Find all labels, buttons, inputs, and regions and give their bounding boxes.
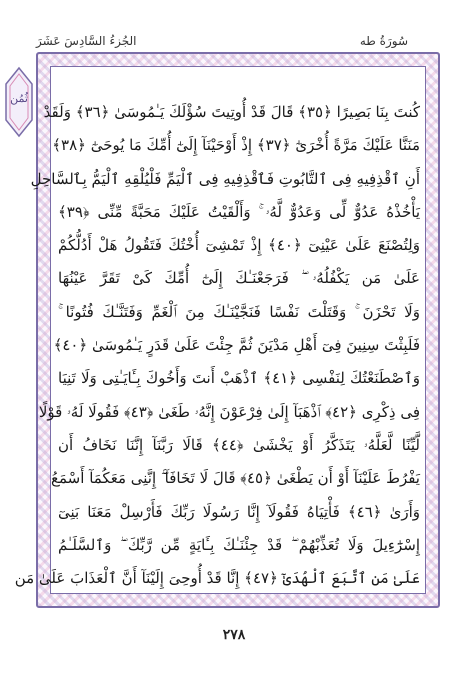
text-line: يَفْرُطَ عَلَيْنَآ أَوْ أَن يَطْغَىٰ ﴿٤٥﴾ قَالَ لَا تَخَافَآ ۖ إِنَّنِى مَعَكُمَآ أَسْمَعُ <box>51 469 420 488</box>
text-line: كُنتَ بِنَا بَصِيرًا ﴿٣٥﴾ قَالَ قَدْ أُوتِيتَ سُؤْلَكَ يَـٰمُوسَىٰ ﴿٣٦﴾ وَلَقَدْ <box>43 103 420 121</box>
header-juz: الجُزءُ السَّادِسَ عَشَرَ <box>36 34 137 48</box>
text-line: فَلَبِثْتَ سِنِينَ فِىٓ أَهْلِ مَدْيَنَ ثُمَّ جِئْتَ عَلَىٰ قَدَرٍ يَـٰمُوسَىٰ ﴿٤٠﴾ <box>53 336 420 355</box>
page-number: ٢٧٨ <box>222 627 246 643</box>
text-line: فِى ذِكْرِى ﴿٤٢﴾ ٱذْهَبَآ إِلَىٰ فِرْعَوْنَ إِنَّهُۥ طَغَىٰ ﴿٤٣﴾ فَقُولَا لَهُۥ قَوْلًا <box>38 402 420 421</box>
text-line: إِسْرَٰٓءِيلَ وَلَا تُعَذِّبْهُمْ ۖ قَدْ جِئْنَـٰكَ بِـَٔايَةٍ مِّن رَّبِّكَ ۖ وَٱلسَّلَـٰمُ <box>58 535 420 554</box>
text-line: أَنِ ٱقْذِفِيهِ فِى ٱلتَّابُوتِ فَٱقْذِفِيهِ فِى ٱلْيَمِّ فَلْيُلْقِهِ ٱلْيَمُّ بِٱلسَّاحِلِ <box>30 169 420 188</box>
hizb-marker-label: ثُمُن <box>10 92 28 105</box>
text-line: عَلَىٰ مَن يَكْفُلُهُۥ ۖ فَرَجَعْنَـٰكَ إِلَىٰٓ أُمِّكَ كَىْ تَقَرَّ عَيْنُهَا <box>58 269 420 288</box>
text-line: وَلِتُصْنَعَ عَلَىٰ عَيْنِىٓ ﴿٤٠﴾ إِذْ تَمْشِىٓ أُخْتُكَ فَتَقُولُ هَلْ أَدُلُّكُمْ <box>58 236 420 255</box>
text-line: مَنَنَّا عَلَيْكَ مَرَّةً أُخْرَىٰٓ ﴿٣٧﴾ إِذْ أَوْحَيْنَآ إِلَىٰٓ أُمِّكَ مَا يُوحَىٰٓ ﴿٣٨﴾ <box>52 136 420 155</box>
text-line: عَلَىٰ مَنِ ٱتَّبَعَ ٱلْهُدَىٰٓ ﴿٤٧﴾ إِنَّا قَدْ أُوحِىَ إِلَيْنَآ أَنَّ ٱلْعَذَابَ عَلَىٰ مَن <box>14 569 420 588</box>
text-line: وَأَرَىٰ ﴿٤٦﴾ فَأْتِيَاهُ فَقُولَآ إِنَّا رَسُولَا رَبِّكَ فَأَرْسِلْ مَعَنَا بَنِىٓ <box>58 502 420 521</box>
header-surah: سُورَةُ طه <box>359 34 408 48</box>
text-line: يَأْخُذْهُ عَدُوٌّ لِّى وَعَدُوٌّ لَّهُۥ ۚ وَأَلْقَيْتُ عَلَيْكَ مَحَبَّةً مِّنِّى ﴿٣٩﴾ <box>58 202 420 221</box>
text-line: وَٱصْطَنَعْتُكَ لِنَفْسِى ﴿٤١﴾ ٱذْهَبْ أَنتَ وَأَخُوكَ بِـَٔايَـٰتِى وَلَا تَنِيَا <box>58 369 420 388</box>
text-line: لَّيِّنًا لَّعَلَّهُۥ يَتَذَكَّرُ أَوْ يَخْشَىٰ ﴿٤٤﴾ قَالَا رَبَّنَآ إِنَّنَا نَخَافُ أَن <box>58 435 420 454</box>
text-line: وَلَا تَحْزَنَ ۚ وَقَتَلْتَ نَفْسًا فَنَجَّيْنَـٰكَ مِنَ ٱلْغَمِّ وَفَتَنَّـٰكَ فُتُونًا ۚ <box>58 302 420 321</box>
hizb-marker <box>4 66 34 138</box>
